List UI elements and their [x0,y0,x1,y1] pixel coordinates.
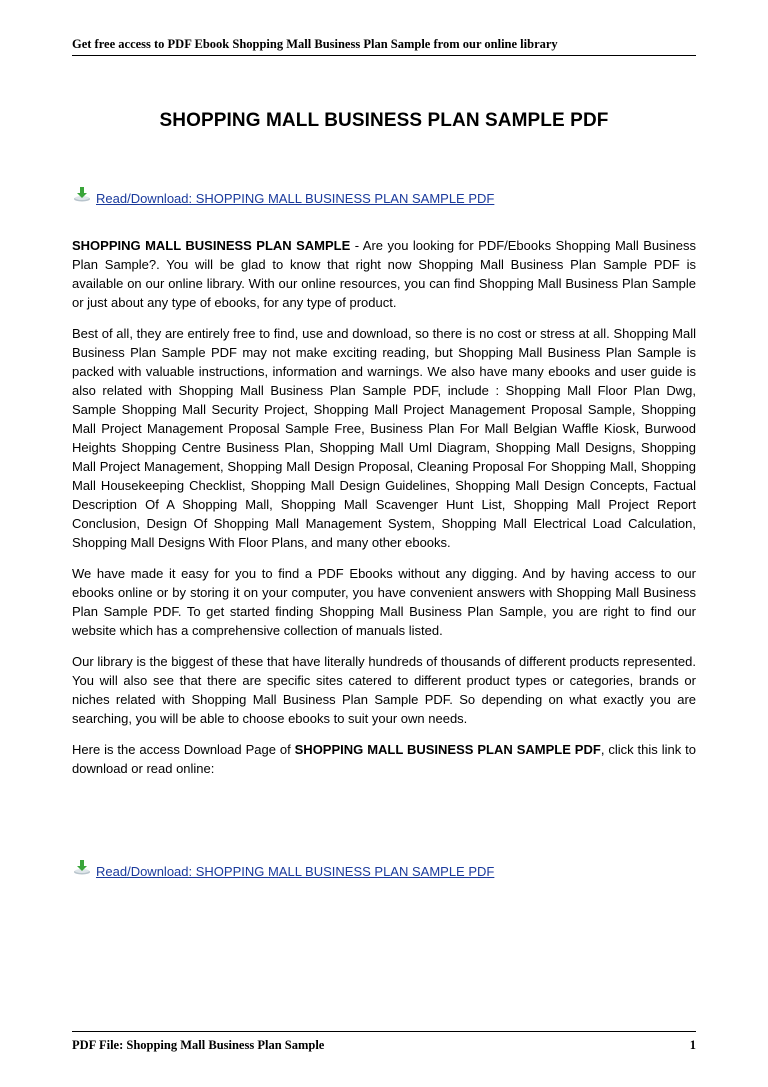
intro-bold: SHOPPING MALL BUSINESS PLAN SAMPLE [72,238,351,253]
related-ebooks-paragraph: Best of all, they are entirely free to find, use and download, so there is no cost or stress at all. Shopping Mall Business Plan Sample PDF may not make exciting reading, but Shopping Mall Business Plan Sample is packed with valuable instructions, information and warnings. We also have many ebooks and user guide is also related with Shopping Mall Business Plan Sample PDF, include : Shopping Mall Floor Plan Dwg, Sample Shopping Mall Security Project, Shopping Mall Project Management Proposal Sample, Shopping Mall Project Management Proposal Sample Free, Business Plan For Mall Belgian Waffle Kiosk, Burwood Heights Shopping Centre Business Plan, Shopping Mall Uml Diagram, Shopping Mall Designs, Shopping Mall Project Management, Shopping Mall Design Proposal, Cleaning Proposal For Shopping Mall, Shopping Mall Housekeeping Checklist, Shopping Mall Design Guidelines, Shopping Mall Design Concepts, Factual Description Of A Shopping Mall, Shopping Mall Scavenger Hunt List, Shopping Mall Project Report Conclusion, Design Of Shopping Mall Management System, Shopping Mall Electrical Load Calculation, Shopping Mall Designs With Floor Plans, and many other ebooks. [72,326,696,550]
download-page-bold: SHOPPING MALL BUSINESS PLAN SAMPLE PDF [294,742,601,757]
download-page-paragraph [72,740,696,778]
document-title: SHOPPING MALL BUSINESS PLAN SAMPLE PDF [159,110,609,131]
intro-paragraph [72,236,696,312]
download-icon [72,859,92,875]
download-link-label[interactable]: Read/Download: SHOPPING MALL BUSINESS PLAN SAMPLE PDF [96,863,495,879]
download-link-top[interactable] [72,188,494,208]
download-link-bottom[interactable] [72,861,494,881]
page-header [72,37,696,56]
footer-label: PDF File: Shopping Mall Business Plan Sample [72,1038,325,1052]
download-icon [72,186,92,202]
library-paragraph: Our library is the biggest of these that have literally hundreds of thousands of different products represented. You will also see that there are specific sites catered to different product types or categories, brands or niches related with Shopping Mall Business Plan Sample PDF. So depending on what exactly you are searching, you will be able to choose ebooks to suit your own needs. [72,654,696,726]
download-page-pre: Here is the access Download Page of [72,742,295,757]
page-footer [72,1031,696,1053]
download-link-label[interactable]: Read/Download: SHOPPING MALL BUSINESS PLAN SAMPLE PDF [96,190,495,206]
body-text [72,236,696,790]
download-page-post: , click this link to download or read online: [72,742,696,776]
page-number: 1 [689,1038,696,1052]
intro-text: - Are you looking for PDF/Ebooks Shopping Mall Business Plan Sample?. You will be glad to know that right now Shopping Mall Business Plan Sample PDF is available on our online library. With our online resources, you can find Shopping Mall Business Plan Sample or just about any type of ebooks, for any type of product. [72,238,696,310]
header-text: Get free access to PDF Ebook Shopping Mall Business Plan Sample from our online library [72,37,558,51]
access-paragraph: We have made it easy for you to find a PDF Ebooks without any digging. And by having access to our ebooks online or by storing it on your computer, you have convenient answers with Shopping Mall Business Plan Sample PDF. To get started finding Shopping Mall Business Plan Sample, you are right to find our website which has a comprehensive collection of manuals listed. [72,566,696,638]
